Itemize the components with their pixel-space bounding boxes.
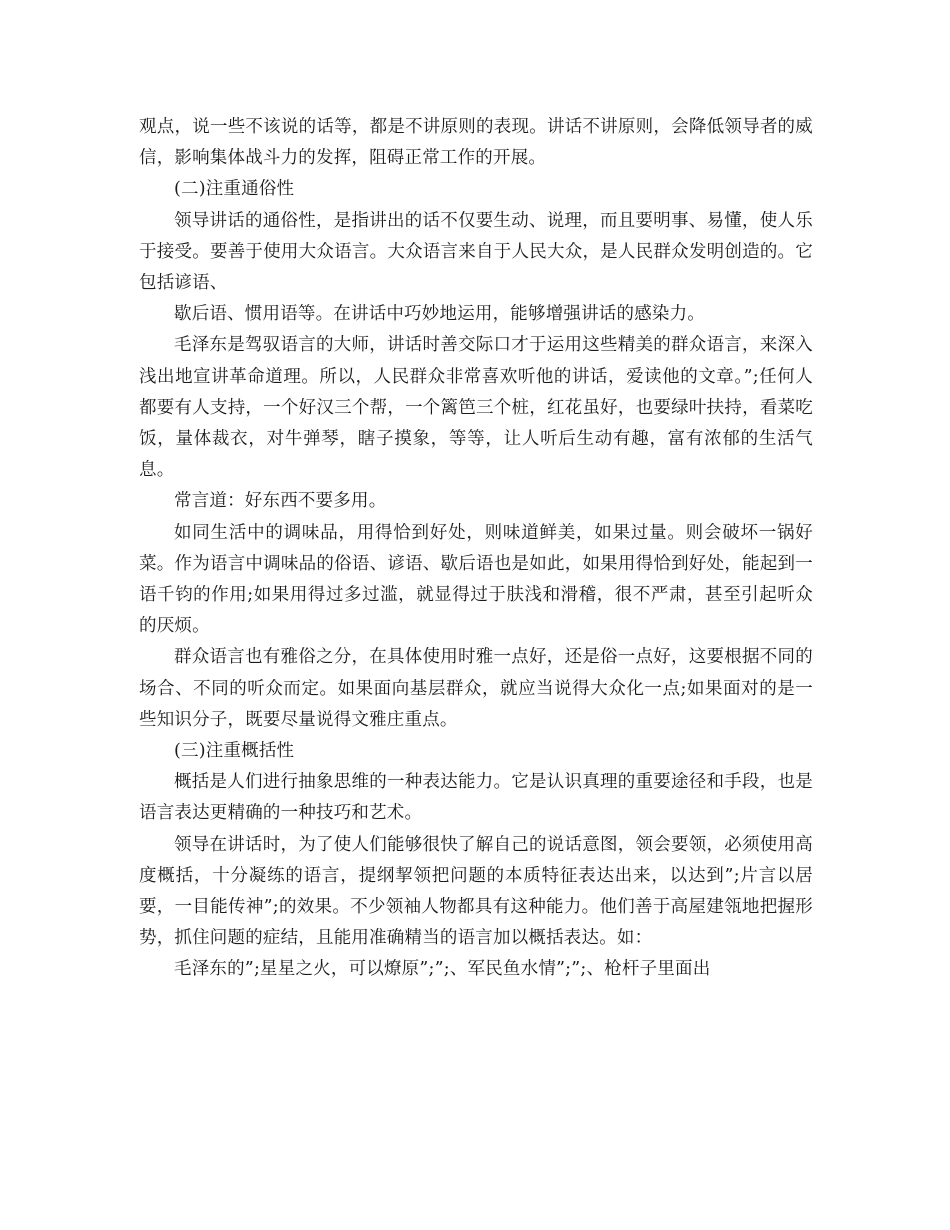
paragraph-12: 毛泽东的”;星星之火，可以燎原”;”;、军民鱼水情”;”;、枪杆子里面出 — [174, 959, 711, 980]
paragraph-3: 领导讲话的通俗性，是指讲出的话不仅要生动、说理，而且要明事、易懂，使人乐于接受。要善于使用大众语言。大众语言来自于人民大众，是人民群众发明创造的。它包括谚语、 — [139, 210, 813, 294]
paragraph-5: 毛泽东是驾驭语言的大师，讲话时善交际口才于运用这些精美的群众语言，来深入浅出地宣讲革命道理。所以，人民群众非常喜欢听他的讲话，爱读他的文章。”;任何人都要有人支持，一个好汉三个帮，一个篱笆三个桩，红花虽好，也要绿叶扶持，看菜吃饭，量体裁衣，对牛弹琴，瞎子摸象，等等，让人听后生动有趣，富有浓郁的生活气息。 — [139, 335, 813, 481]
paragraph-8: 群众语言也有雅俗之分，在具体使用时雅一点好，还是俗一点好，这要根据不同的场合、不同的听众而定。如果面向基层群众，就应当说得大众化一点;如果面对的是一些知识分子，既要尽量说得文雅庄重点。 — [139, 647, 813, 730]
paragraph-11: 领导在讲话时，为了使人们能够很快了解自己的说话意图，领会要领，必须使用高度概括，十分凝练的语言，提纲挈领把问题的本质特征表达出来，以达到”;片言以居要，一目能传神”;的效果。不少领袖人物都具有这种能力。他们善于高屋建瓴地把握形势，抓住问题的症结，且能用准确精当的语言加以概括表达。如： — [139, 834, 813, 949]
paragraph-1: 观点，说一些不该说的话等，都是不讲原则的表现。讲话不讲原则，会降低领导者的威信，影响集体战斗力的发挥，阻碍正常工作的开展。 — [139, 117, 813, 169]
section-heading-2: (二)注重通俗性 — [174, 179, 295, 200]
paragraph-4: 歇后语、惯用语等。在讲话中巧妙地运用，能够增强讲话的感染力。 — [174, 304, 705, 325]
section-heading-3: (三)注重概括性 — [174, 741, 295, 762]
body-text — [139, 112, 813, 986]
paragraph-7: 如同生活中的调味品，用得恰到好处，则味道鲜美，如果过量。则会破坏一锅好菜。作为语言中调味品的俗语、谚语、歇后语也是如此，如果用得恰到好处，能起到一语千钧的作用;如果用得过多过滥，就显得过于肤浅和滑稽，很不严肃，甚至引起听众的厌烦。 — [139, 522, 813, 637]
paragraph-10: 概括是人们进行抽象思维的一种表达能力。它是认识真理的重要途径和手段，也是语言表达更精确的一种技巧和艺术。 — [139, 772, 813, 824]
paragraph-6: 常言道：好东西不要多用。 — [174, 491, 387, 512]
